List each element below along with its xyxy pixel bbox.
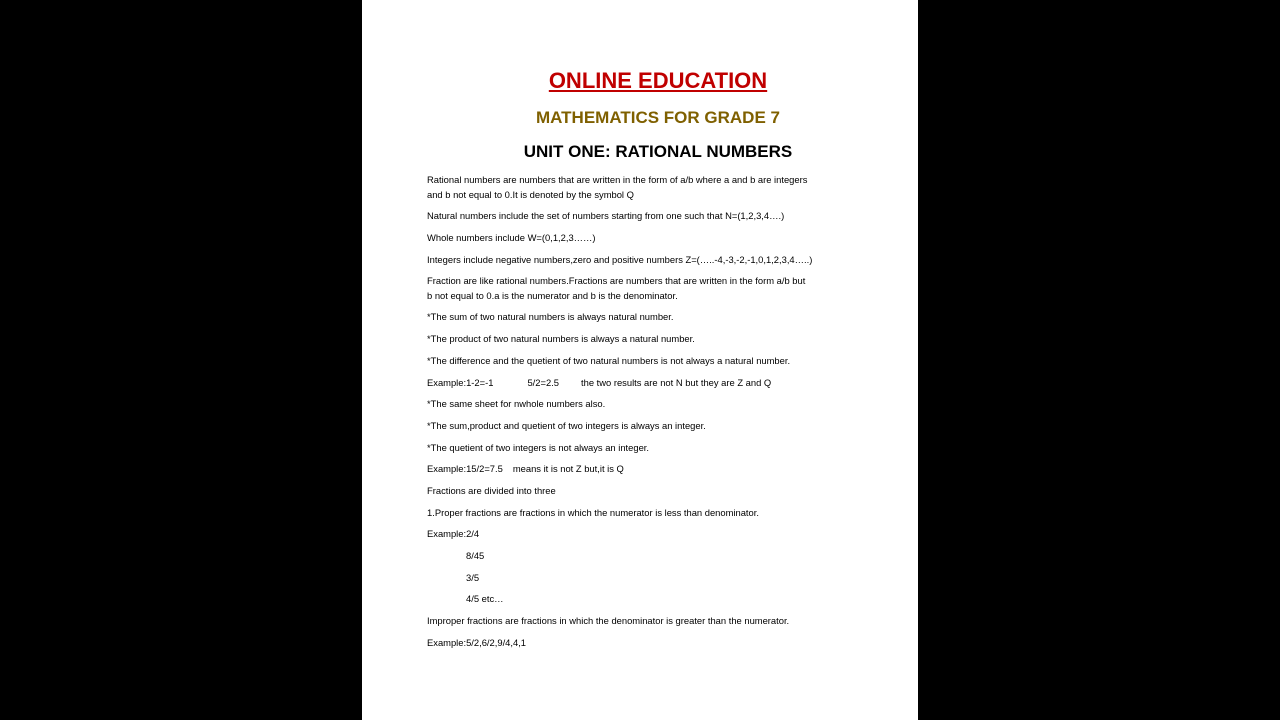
paragraph-integers: Integers include negative numbers,zero and positive numbers Z=(…..-4,-3,-2,-1,0,1,2,3,4…..): [427, 253, 813, 265]
rational-line-2: and b not equal to 0.It is denoted by the symbol Q: [427, 188, 634, 200]
proper-example-2: 8/45: [466, 550, 485, 561]
document-title: ONLINE EDUCATION: [548, 68, 768, 93]
example-2-value: Example:15/2=7.5: [427, 463, 503, 475]
paragraph-natural: Natural numbers include the set of numbers starting from one such that N=(1,2,3,4….): [427, 210, 785, 222]
paragraph-whole: Whole numbers include W=(0,1,2,3……): [427, 231, 596, 243]
example-1-note: the two results are not N but they are Z and Q: [581, 376, 772, 388]
paragraph-sum-integers: *The sum,product and quetient of two integers is always an integer.: [427, 419, 706, 431]
paragraph-sum-natural: *The sum of two natural numbers is always natural number.: [427, 311, 674, 323]
paragraph-proper: 1.Proper fractions are fractions in which the numerator is less than denominator.: [427, 506, 759, 518]
proper-example: Example:2/4: [427, 528, 480, 540]
rational-line-1: Rational numbers are numbers that are written in the form of a/b where a and b are integers: [427, 174, 808, 185]
fraction-line-1: Fraction are like rational numbers.Fractions are numbers that are written in the form a/b but: [427, 275, 806, 287]
proper-example-3: 3/5: [466, 571, 480, 583]
example-2-note: means it is not Z but,it is Q: [512, 463, 624, 475]
paragraph-fraction: [427, 274, 857, 303]
paragraph-same-sheet: *The same sheet for nwhole numbers also.: [427, 398, 606, 410]
paragraph-product-natural: *The product of two natural numbers is always a natural number.: [427, 333, 695, 345]
unit-heading: UNIT ONE: RATIONAL NUMBERS: [523, 142, 793, 161]
paragraph-quotient-integers: *The quetient of two integers is not always an integer.: [427, 441, 650, 453]
document-page: [362, 0, 918, 720]
proper-example-4: 4/5 etc…: [466, 593, 504, 605]
example-1-difference: Example:1-2=-1: [427, 376, 494, 388]
improper-example: Example:5/2,6/2,9/4,4,1: [427, 636, 527, 648]
paragraph-fractions-divided: Fractions are divided into three: [427, 484, 556, 496]
document-subtitle: MATHEMATICS FOR GRADE 7: [536, 108, 780, 127]
document-body: [427, 173, 857, 657]
paragraph-difference-natural: *The difference and the quetient of two natural numbers is not always a natural number.: [427, 354, 791, 366]
paragraph-example-1: [427, 376, 857, 391]
example-1-quotient: 5/2=2.5: [527, 376, 559, 388]
paragraph-improper: Improper fractions are fractions in which the denominator is greater than the numerator.: [427, 615, 790, 627]
paragraph-rational: [427, 173, 857, 202]
paragraph-example-2: [427, 462, 857, 477]
fraction-line-2: b not equal to 0.a is the numerator and b is the denominator.: [427, 289, 678, 301]
